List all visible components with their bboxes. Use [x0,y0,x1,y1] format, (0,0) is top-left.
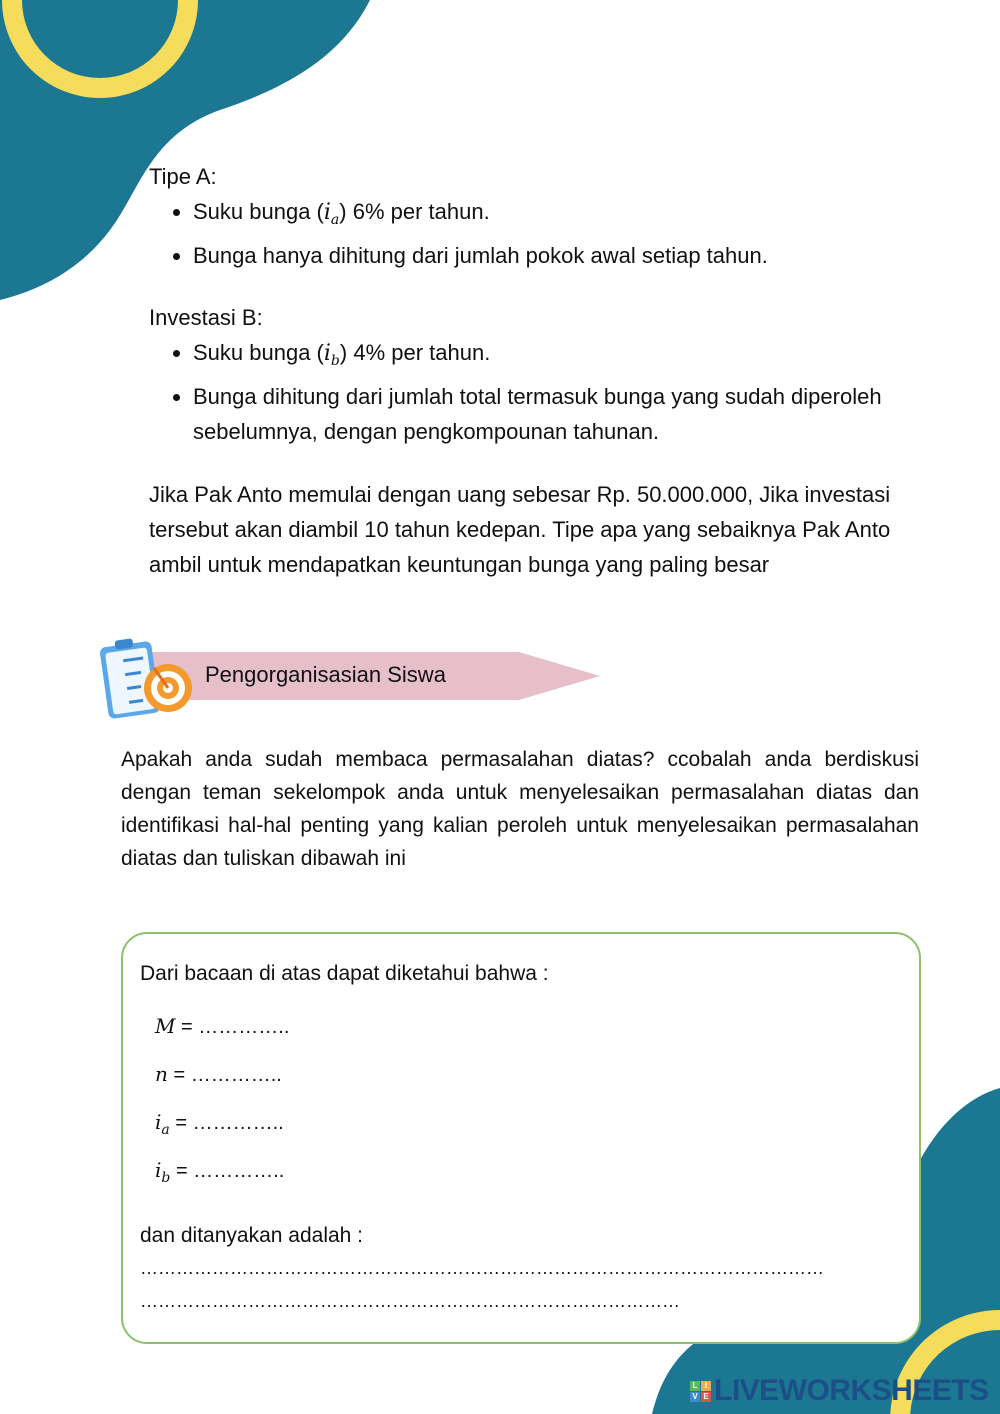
answer-ib[interactable]: $i_b$ = ………….. [155,1158,285,1186]
investasi-b-heading: Investasi B: [149,305,263,330]
answer-n[interactable]: n = ………….. [155,1062,282,1086]
answer-ia[interactable]: $i_a$ = ………….. [155,1110,284,1138]
logo-letter: E [701,1392,711,1402]
list-item: • Bunga dihitung dari jumlah total termasuk bunga yang sudah diperoleh sebelumnya, dengan pengkompounan tahunan. [193,379,929,449]
answer-box [121,932,921,1344]
tipe-a-heading: Tipe A: [149,164,217,189]
logo-letter: L [690,1381,700,1391]
logo-mark [690,1381,711,1402]
asked-answer-line-2[interactable]: ……………………………………………………………………………… [140,1291,680,1311]
list-item: • Suku bunga $(i_a)$ 6% per tahun. [193,194,929,238]
question-text: Jika Pak Anto memulai dengan uang sebesar Rp. 50.000.000, Jika investasi tersebut akan diambil 10 tahun kedepan. Tipe apa yang sebaiknya Pak Anto ambil untuk mendapatkan keuntungan bunga yang paling besar [149,482,891,577]
instruction-text: Apakah anda sudah membaca permasalahan diatas? ccobalah anda berdiskusi dengan teman sekelompok anda untuk menyelesaikan permasalahan diatas dan identifikasi hal-hal penting yang kalian peroleh untuk menyelesaikan permasalahan diatas dan tuliskan dibawah ini [121,748,919,870]
clipboard-target-icon [100,636,195,721]
asked-answer-line-1[interactable]: …………………………………………………………………………………………………… [140,1258,824,1278]
logo-text: LIVEWORKSHEETS [714,1374,989,1407]
asked-label: dan ditanyakan adalah : [140,1224,364,1247]
logo-letter: I [701,1381,711,1391]
known-label: Dari bacaan di atas dapat diketahui bahwa : [140,962,549,985]
list-item: • Suku bunga $(i_b)$ 4% per tahun. [193,335,929,379]
logo-letter: V [690,1392,700,1402]
investasi-b-list [149,335,929,449]
answer-m[interactable]: M = ………….. [155,1014,290,1038]
tipe-a-list [149,194,929,273]
list-item: • Bunga hanya dihitung dari jumlah pokok awal setiap tahun. [193,238,929,273]
section-title: Pengorganisasian Siswa [205,662,446,687]
liveworksheets-logo [690,1374,989,1408]
